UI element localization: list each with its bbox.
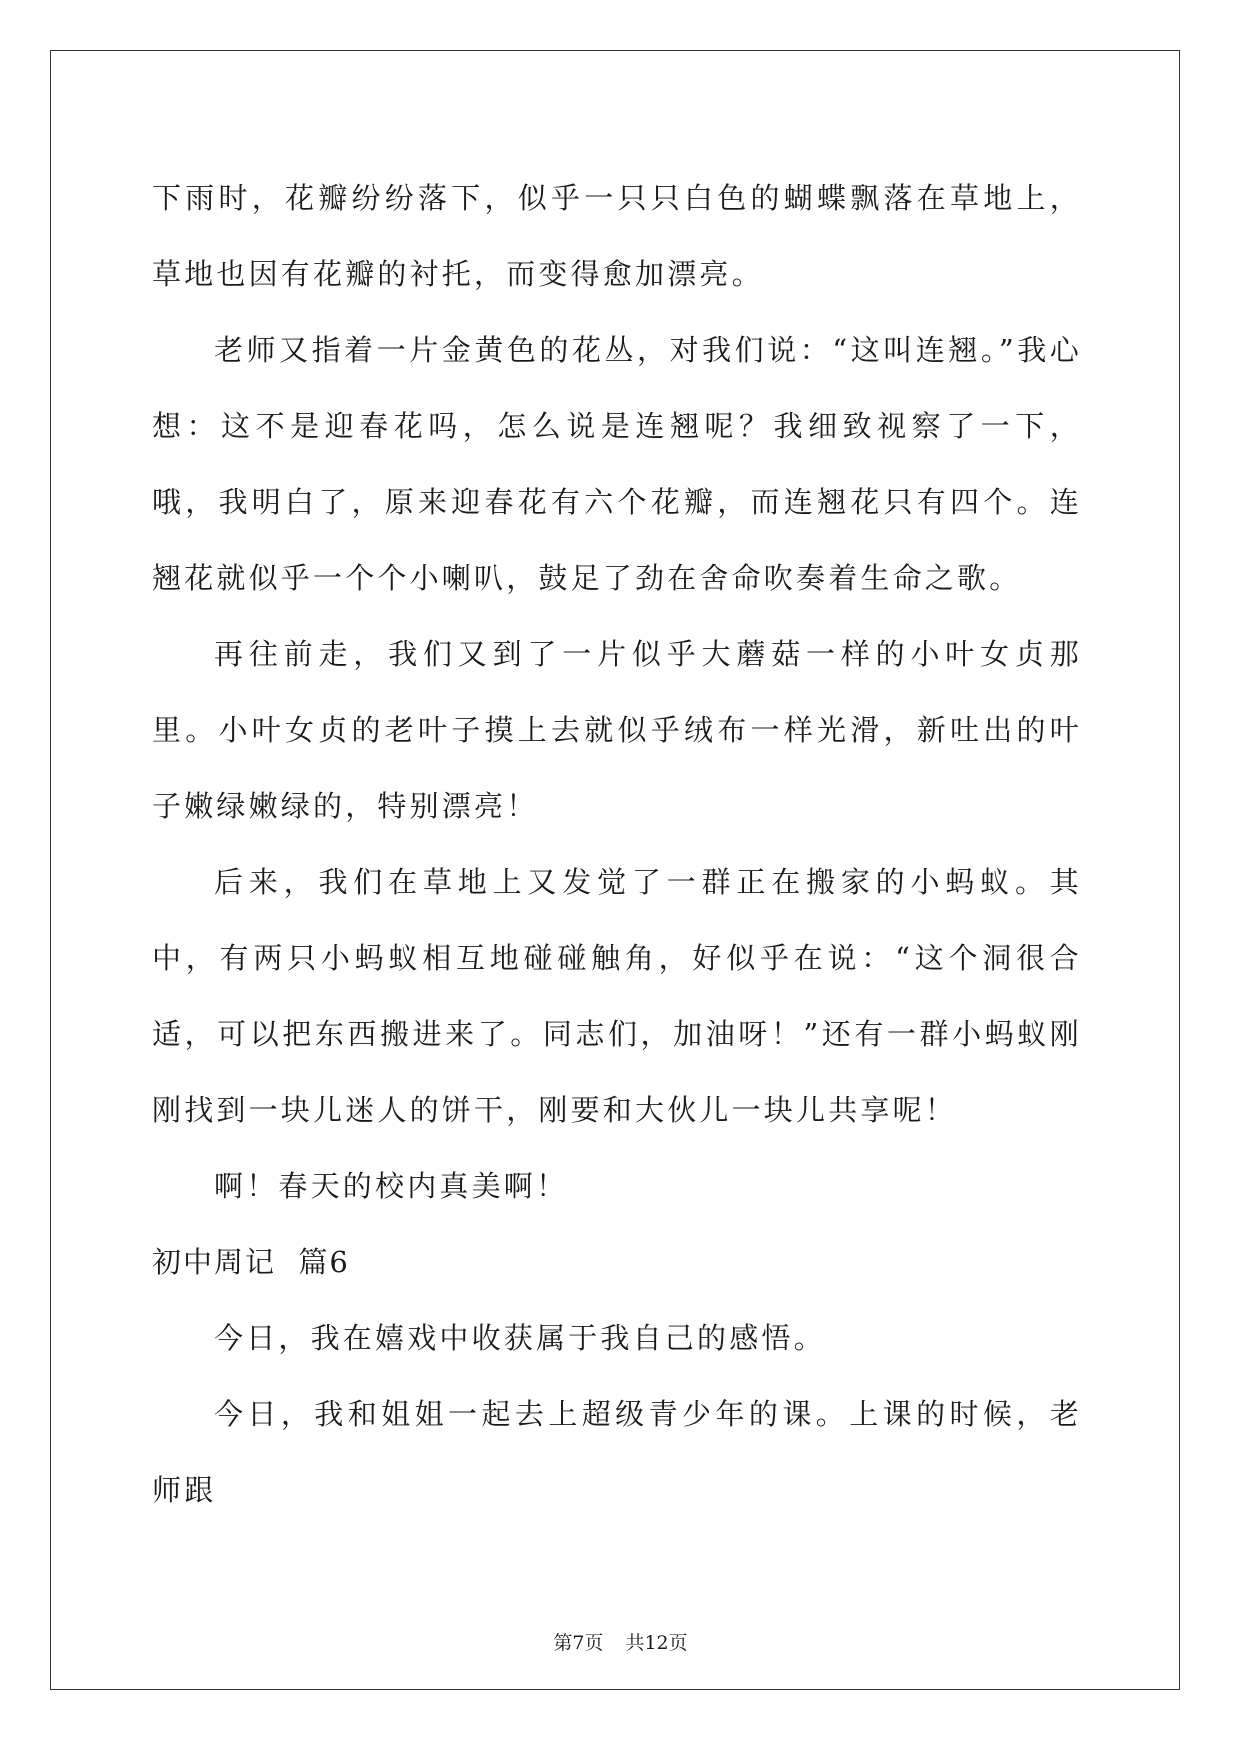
- paragraph-7: 今日，我和姐姐一起去上超级青少年的课。上课的时候，老师跟: [152, 1397, 1082, 1507]
- page-number: 第7页: [553, 1632, 604, 1654]
- paragraph-5: 啊！春天的校内真美啊！: [214, 1169, 569, 1203]
- paragraph-1: 下雨时，花瓣纷纷落下，似乎一只只白色的蝴蝶飘落在草地上，草地也因有花瓣的衬托，而变得愈加漂亮。: [152, 181, 1082, 291]
- section-heading: 初中周记 篇6: [152, 1245, 350, 1279]
- page-footer: [0, 1628, 1241, 1655]
- paragraph-4: 后来，我们在草地上又发觉了一群正在搬家的小蚂蚁。其中，有两只小蚂蚁相互地碰碰触角，好似乎在说：“这个洞很合适，可以把东西搬进来了。同志们，加油呀！”还有一群小蚂蚁刚刚找到一块儿迷人的饼干，刚要和大伙儿一块儿共享呢！: [152, 865, 1082, 1127]
- paragraph-2: 老师又指着一片金黄色的花丛，对我们说：“这叫连翘。”我心想：这不是迎春花吗，怎么说是连翘呢？我细致视察了一下，哦，我明白了，原来迎春花有六个花瓣，而连翘花只有四个。连翘花就似乎一个个小喇叭，鼓足了劲在舍命吹奏着生命之歌。: [152, 333, 1082, 595]
- page-total: 共12页: [625, 1632, 688, 1654]
- document-body: [152, 160, 1082, 1528]
- paragraph-3: 再往前走，我们又到了一片似乎大蘑菇一样的小叶女贞那里。小叶女贞的老叶子摸上去就似乎绒布一样光滑，新吐出的叶子嫩绿嫩绿的，特别漂亮！: [152, 637, 1082, 823]
- paragraph-6: 今日，我在嬉戏中收获属于我自己的感悟。: [214, 1321, 826, 1355]
